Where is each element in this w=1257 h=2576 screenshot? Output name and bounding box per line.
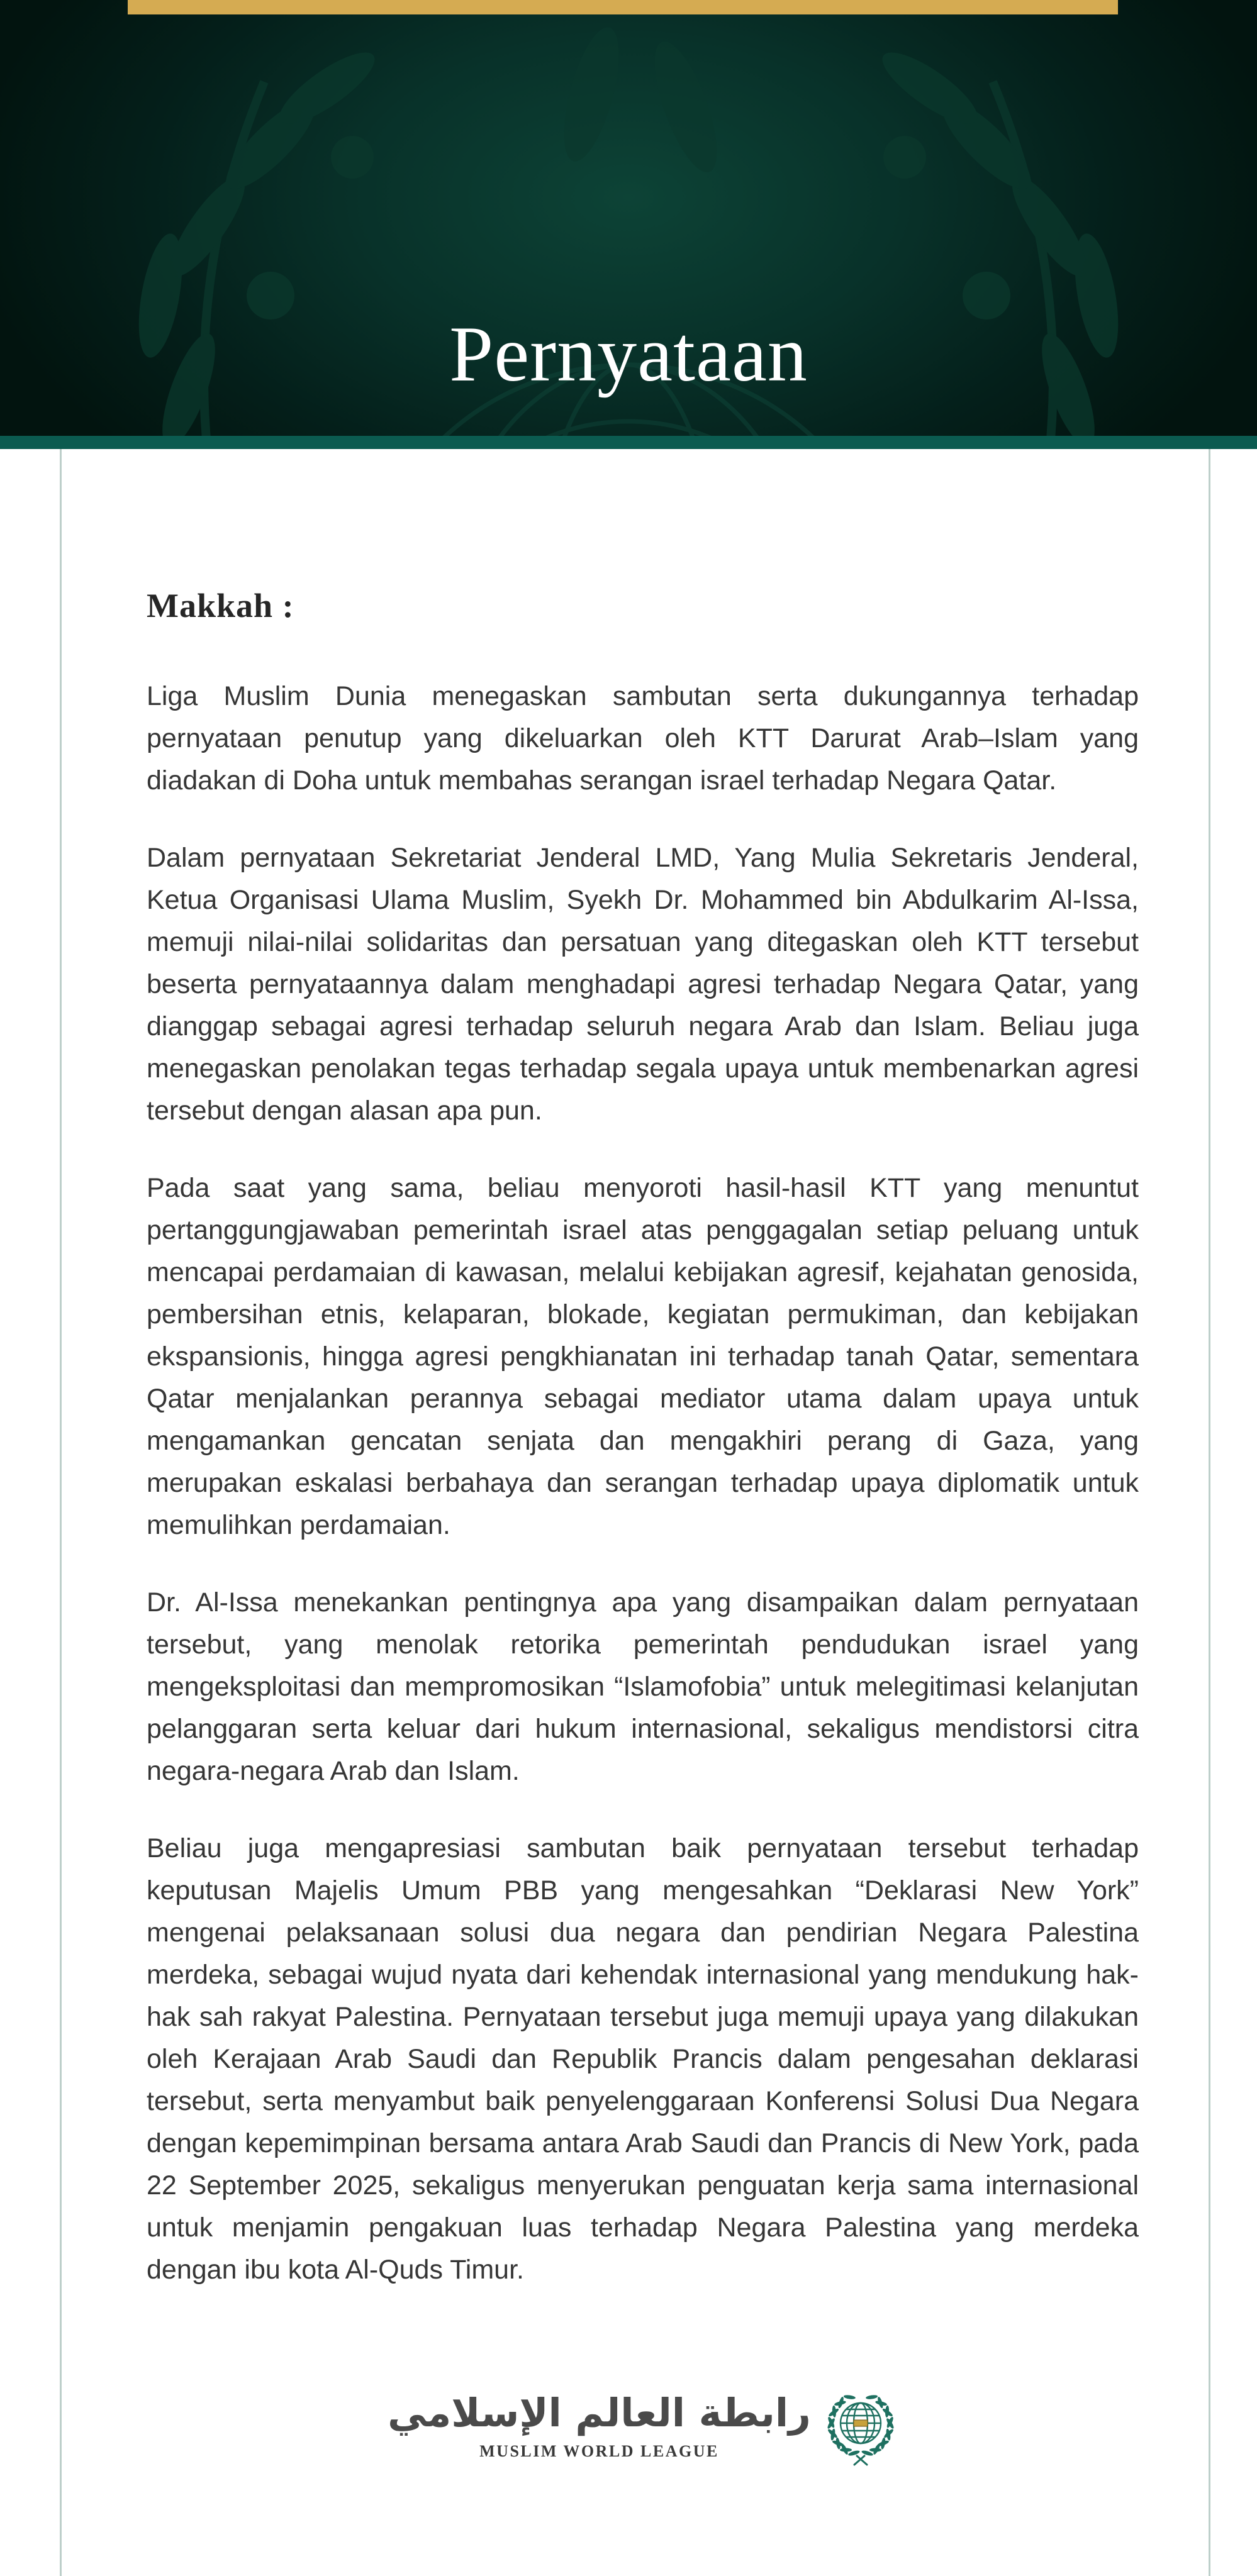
header-banner	[0, 0, 1257, 449]
statement-paragraph-1: Liga Muslim Dunia menegaskan sambutan serta dukungannya terhadap pernyataan penutup yang dikeluarkan oleh KTT Darurat Arab–Islam yang diadakan di Doha untuk membahas serangan israel terhadap Negara Qatar.	[147, 681, 1139, 796]
top-center-leaves	[553, 22, 730, 179]
mwl-logo-text	[388, 2390, 811, 2460]
mwl-logo	[147, 2385, 1139, 2466]
dateline-heading: Makkah :	[147, 587, 294, 625]
gold-kaaba-mark	[854, 2420, 868, 2426]
laurel-wreath-icon	[825, 2390, 897, 2465]
mwl-arabic-calligraphy: رابطة العالم الإسلامي	[388, 2390, 811, 2436]
gold-accent-bar	[128, 0, 1118, 14]
statement-paragraph-5: Beliau juga mengapresiasi sambutan baik pernyataan tersebut terhadap keputusan Majelis Umum PBB yang mengesahkan “Deklarasi New York” mengenai pelaksanaan solusi dua negara dan pendirian Negara Palestina merdeka, sebagai wujud nyata dari kehendak internasional yang mendukung hak-hak sah rakyat Palestina. Pernyataan tersebut juga memuji upaya yang dilakukan oleh Kerajaan Arab Saudi dan Republik Prancis dalam pengesahan deklarasi tersebut, serta menyambut baik penyelenggaraan Konferensi Solusi Dua Negara dengan kepemimpinan bersama antara Arab Saudi dan Prancis di New York, pada 22 September 2025, sekaligus menyerukan penguatan kerja sama internasional untuk menjamin pengakuan luas terhadap Negara Palestina yang merdeka dengan ibu kota Al-Quds Timur.	[147, 1833, 1139, 2285]
statement-paragraph-3: Pada saat yang sama, beliau menyoroti hasil-hasil KTT yang menuntut pertanggungjawaban pemerintah israel atas penggagalan setiap peluang untuk mencapai perdamaian di kawasan, melalui kebijakan agresif, kejahatan genosida, pembersihan etnis, kelaparan, blokade, kegiatan permukiman, dan kebijakan ekspansionis, hingga agresi pengkhianatan ini terhadap tanah Qatar, sementara Qatar menjalankan perannya sebagai mediator utama dalam upaya untuk mengamankan gencatan senjata dan mengakhiri perang di Gaza, yang merupakan eskalasi berbahaya dan serangan terhadap upaya diplomatik untuk memulihkan perdamaian.	[147, 1173, 1139, 1540]
mwl-wreath-globe-emblem-icon	[824, 2385, 898, 2466]
page-title: Pernyataan	[449, 311, 808, 398]
statement-paragraph-4: Dr. Al-Issa menekankan pentingnya apa yang disampaikan dalam pernyataan tersebut, yang menolak retorika pemerintah pendudukan israel yang mengeksploitasi dan mempromosikan “Islamofobia” untuk melegitimasi kelanjutan pelanggaran serta keluar dari hukum internasional, sekaligus mendistorsi citra negara-negara Arab dan Islam.	[147, 1587, 1139, 1786]
teal-divider-strip	[0, 436, 1257, 449]
mwl-latin-name: MUSLIM WORLD LEAGUE	[479, 2441, 719, 2460]
statement-card	[60, 449, 1210, 2576]
statement-paragraph-2: Dalam pernyataan Sekretariat Jenderal LMD, Yang Mulia Sekretaris Jenderal, Ketua Organisasi Ulama Muslim, Syekh Dr. Mohammed bin Abdulkarim Al-Issa, memuji nilai-nilai solidaritas dan persatuan yang ditegaskan oleh KTT tersebut beserta pernyataannya dalam menghadapi agresi terhadap Negara Qatar, yang dianggap sebagai agresi terhadap seluruh negara Arab dan Islam. Beliau juga menegaskan penolakan tegas terhadap segala upaya untuk membenarkan agresi tersebut dengan alasan apa pun.	[147, 843, 1139, 1126]
